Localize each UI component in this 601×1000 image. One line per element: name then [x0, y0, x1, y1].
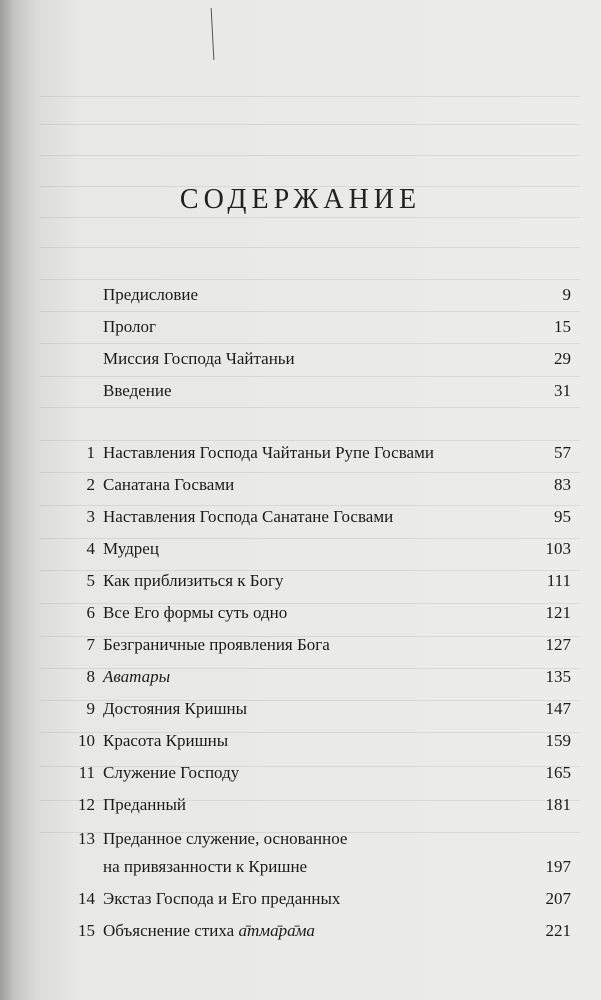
toc-entry-chapter-11: [0, 758, 601, 788]
toc-entry-title-sanskrit: а̄тма̄ра̄ма: [238, 921, 315, 940]
toc-entry-title: Санатана Госвами: [103, 475, 235, 494]
toc-entry-page: 103: [545, 539, 571, 558]
toc-entry-title-text: Объяснение стиха: [103, 921, 239, 940]
toc-entry-title: Экстаз Господа и Его преданных: [103, 889, 341, 908]
toc-entry-chapter-2: [0, 470, 601, 500]
toc-entry-title: Достояния Кришны: [103, 699, 248, 718]
toc-entry-title: [103, 916, 315, 946]
toc-entry-chapter-12: [0, 790, 601, 820]
toc-entry-title: Введение: [103, 381, 172, 400]
toc-entry-chapter-13: [0, 824, 601, 884]
toc-entry-title: Как приблизиться к Богу: [103, 571, 284, 590]
toc-entry-page: 111: [546, 571, 571, 590]
toc-entry-title: Красота Кришны: [103, 731, 229, 750]
toc-entry-title: Преданный: [103, 795, 187, 814]
toc-entry-chapter-3: [0, 502, 601, 532]
toc-entry-page: 165: [545, 763, 571, 782]
toc-entry-title: Безграничные проявления Бога: [103, 635, 330, 654]
toc-entry-mission: [0, 344, 601, 374]
toc-entry-number: 8: [86, 667, 95, 686]
toc-entry-title: Аватары: [103, 667, 171, 686]
toc-entry-number: 4: [86, 539, 95, 558]
toc-entry-introduction: [0, 376, 601, 406]
toc-entry-chapter-14: [0, 884, 601, 914]
toc-entry-number: 10: [78, 731, 95, 750]
toc-entry-number: 3: [86, 507, 95, 526]
toc-entry-page: 95: [554, 507, 571, 526]
toc-entry-page: 181: [545, 795, 571, 814]
toc-entry-number: 5: [86, 571, 95, 590]
toc-entry-page: 221: [545, 921, 571, 940]
toc-entry-number: 12: [78, 795, 95, 814]
page-title: СОДЕРЖАНИЕ: [179, 184, 422, 215]
toc-entry-number: 7: [86, 635, 95, 654]
toc-entry-page: 9: [562, 285, 571, 304]
toc-entry-chapter-10: [0, 726, 601, 756]
toc-entry-number: 15: [78, 921, 95, 940]
toc-entry-chapter-9: [0, 694, 601, 724]
toc-entry-page: 127: [545, 635, 571, 654]
toc-entry-chapter-6: [0, 598, 601, 628]
toc-entry-number: 1: [86, 443, 95, 462]
toc-entry-number: 6: [86, 603, 95, 622]
toc-entry-number: 14: [78, 889, 95, 908]
toc-entry-chapter-7: [0, 630, 601, 660]
toc-entry-number: 2: [86, 475, 95, 494]
toc-entry-title-continuation: на привязанности к Кришне: [103, 857, 308, 876]
toc-entry-title: Пролог: [103, 317, 157, 336]
toc-entry-page: 159: [545, 731, 571, 750]
toc-entry-chapter-5: [0, 566, 601, 596]
toc-entry-preface: [0, 280, 601, 310]
toc-entry-number: 11: [78, 763, 95, 782]
toc-entry-title: Миссия Господа Чайтаньи: [103, 349, 295, 368]
toc-entry-chapter-4: [0, 534, 601, 564]
toc-entry-title: Преданное служение, основанное: [103, 829, 348, 848]
toc-entry-title: Наставления Господа Санатане Госвами: [103, 507, 394, 526]
toc-entry-page: 31: [554, 381, 571, 400]
toc-entry-title: Наставления Господа Чайтаньи Рупе Госвами: [103, 443, 434, 462]
toc-entry-page: 83: [554, 475, 571, 494]
toc-entry-number: 13: [78, 829, 95, 848]
toc-entry-number: 9: [86, 699, 95, 718]
toc-entry-page: 15: [554, 317, 571, 336]
toc-entry-page: 207: [545, 889, 571, 908]
toc-entry-chapter-8: [0, 662, 601, 692]
toc-entry-page: 147: [545, 699, 571, 718]
toc-entry-prologue: [0, 312, 601, 342]
toc-entry-chapter-15: [0, 916, 601, 946]
toc-entry-chapter-1: [0, 438, 601, 468]
toc-entry-page: 135: [545, 667, 571, 686]
toc-entry-title: Все Его формы суть одно: [103, 603, 288, 622]
toc-entry-page: 29: [554, 349, 571, 368]
toc-entry-page: 121: [545, 603, 571, 622]
toc-entry-page: 57: [554, 443, 571, 462]
toc-entry-page: 197: [545, 857, 571, 876]
toc-entry-title: Мудрец: [103, 539, 159, 558]
toc-entry-title: Предисловие: [103, 285, 199, 304]
toc-entry-title: Служение Господу: [103, 763, 240, 782]
